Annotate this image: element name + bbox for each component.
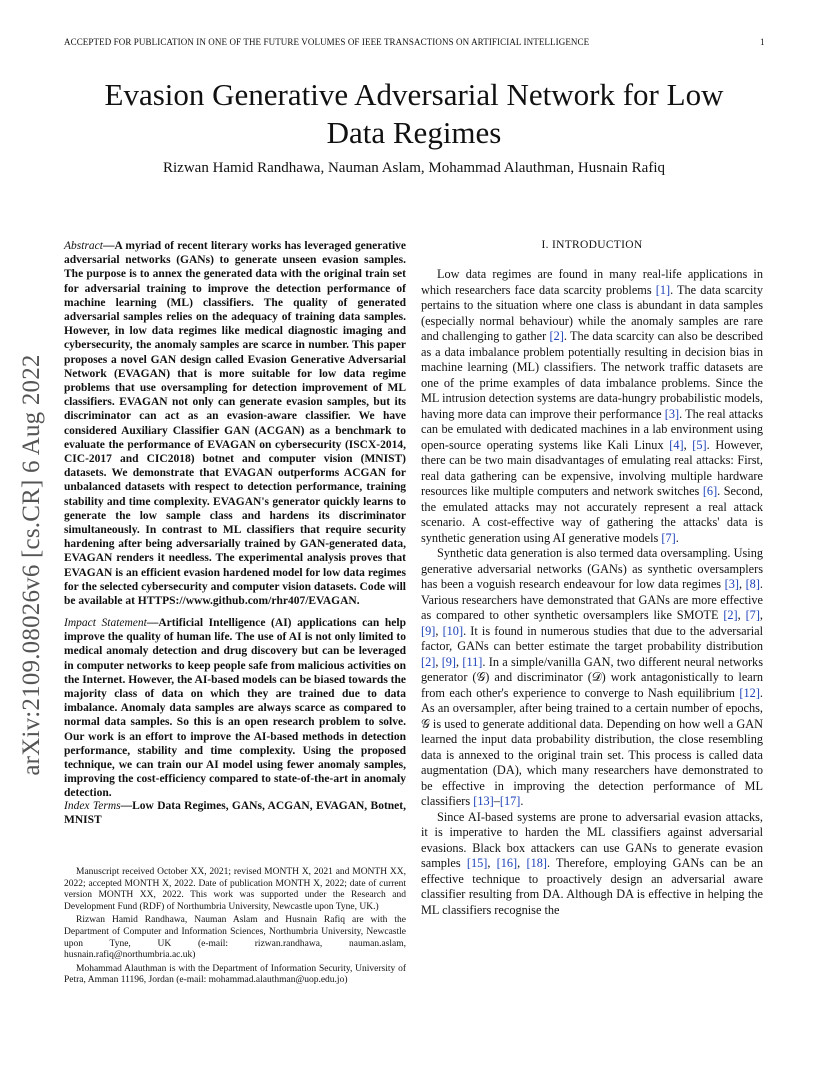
paragraph-text: . In a simple/vanilla GAN, two different neural networks generator (𝒢) and discriminator (𝒟) work antagonistically to learn from each other's experience to converge to Nash equilibrium (421, 654, 763, 700)
footnote-affiliation-1: Rizwan Hamid Randhawa, Nauman Aslam and Husnain Rafiq are with the Department of Computer and Information Sciences, Northumbria University, Newcastle upon Tyne, UK (e-mail: rizwan.randhawa, nauman.aslam, husnain.rafiq@northumbria.ac.uk) (64, 915, 406, 961)
abstract-text: —A myriad of recent literary works has leveraged generative adversarial networks (GANs) to generate unseen evasion samples. The purpose is to annex the generated data with the original train set for adversarial training to improve the detection performance of machine learning (ML) classifiers. The quality of generated adversarial samples relies on the adequacy of training data samples. However, in low data regimes like medical diagnostic imaging and cybersecurity, the anomaly samples are scarce in number. This paper proposes a novel GAN design called Evasion Generative Adversarial Network (EVAGAN) that is more suitable for low data regime problems that use oversampling for detection improvement of ML classifiers. EVAGAN not only can generate evasion samples, but its discriminator can act as an evasion-aware classifier. We have considered Auxiliary Classifier GAN (ACGAN) as a benchmark to evaluate the performance of EVAGAN on cybersecurity (ISCX-2014, CIC-2017 and CIC2018) botnet and computer vision (MNIST) datasets. We demonstrate that EVAGAN outperforms ACGAN for unbalanced datasets with respect to detection performance, training stability and time complexity. EVAGAN's generator quickly learns to generate the low sample class and hardens its discriminator simultaneously. In contrast to ML classifiers that require security hardening after being adversarially trained by GAN-generated data, EVAGAN renders it needless. The experimental analysis proves that EVAGAN is an efficient evasion hardened model for low data regimes for the selected cybersecurity and computer vision datasets. Code will be available at HTTPS://www.github.com/rhr407/EVAGAN. (64, 240, 406, 608)
paragraph-text: . It is found in numerous studies that due to the adversarial factor, GANs can better estimate the target probability distribution (421, 623, 763, 653)
author-list: Rizwan Hamid Randhawa, Nauman Aslam, Mohammad Alauthman, Husnain Rafiq (163, 160, 665, 176)
footnote-affiliation-2: Mohammad Alauthman is with the Department of Information Security, University of Petra, Amman 11196, Jordan (e-mail: mohammad.alauthman@uop.edu.jo) (64, 963, 406, 986)
paragraph-text: , (738, 577, 746, 591)
paragraph-text: , (435, 623, 443, 638)
citation-link[interactable]: [1] (655, 282, 671, 297)
citation-link[interactable]: [7] (745, 608, 760, 622)
citation-link[interactable]: [6] (702, 484, 718, 498)
citation-link[interactable]: [9] (421, 623, 436, 638)
citation-link[interactable]: [11] (462, 654, 483, 669)
citation-link[interactable]: [8] (745, 577, 760, 591)
paragraph-text: , (737, 608, 746, 622)
citation-link[interactable]: [18] (526, 856, 547, 870)
paragraph-text: Since AI-based systems are prone to adversarial evasion attacks, it is imperative to harden the ML classifiers against adversarial evasions. Black box attackers can use GANs to generate evasion samples (421, 809, 763, 870)
impact-lead: Impact Statement (64, 617, 147, 629)
paragraph-text: , (683, 437, 693, 452)
paragraph-text: , (456, 654, 463, 669)
arxiv-identifier-text: arXiv:2109.08026v6 [cs.CR] 6 Aug 2022 (18, 354, 45, 776)
running-head: ACCEPTED FOR PUBLICATION IN ONE OF THE FUTURE VOLUMES OF IEEE TRANSACTIONS ON ARTIFICIAL INTELLIGENCE (64, 37, 590, 47)
paragraph-text: . (675, 530, 679, 545)
paragraph-text: . Second, the emulated attacks may not accurately represent a real attack scenario. A cost-effective way of gathering the attacks' data is synthetic generation using AI generative models (421, 484, 763, 545)
intro-paragraph-1 (421, 267, 763, 546)
citation-link[interactable]: [7] (661, 530, 676, 545)
citation-link[interactable]: [5] (692, 437, 707, 452)
citation-link[interactable]: [10] (442, 623, 464, 638)
index-terms-lead: Index Terms (64, 800, 121, 812)
paragraph-text: Low data regimes are found in many real-life applications in which researchers face data scarcity problems (421, 267, 763, 297)
index-terms (64, 799, 406, 827)
abstract (64, 239, 406, 608)
citation-link[interactable]: [9] (441, 654, 457, 669)
section-heading-introduction: I. INTRODUCTION (541, 239, 643, 251)
paragraph-text: , (759, 608, 763, 622)
title-line-1: Evasion Generative Adversarial Network for Low (104, 77, 724, 112)
paragraph-text: . The data scarcity pertains to the situation where one class is abundant in data samples (especially normal behaviour) while the anomaly samples are rare and challenging to gather (421, 282, 763, 343)
citation-link[interactable]: [13] (473, 794, 494, 808)
citation-link[interactable]: [2] (421, 654, 436, 669)
paragraph-text: , (487, 856, 497, 870)
citation-link[interactable]: [4] (669, 437, 684, 452)
citation-link[interactable]: [3] (664, 406, 680, 421)
index-terms-text: —Low Data Regimes, GANs, ACGAN, EVAGAN, Botnet, MNIST (64, 800, 406, 827)
paragraph-text: , (435, 654, 442, 669)
citation-link[interactable]: [15] (466, 856, 488, 870)
arxiv-identifier[interactable] (4, 290, 60, 840)
citation-link[interactable]: [2] (723, 608, 738, 622)
impact-statement (64, 616, 406, 801)
abstract-lead: Abstract (64, 240, 103, 252)
paragraph-text: . Various researchers have demonstrated that GANs are more effective as compared to other synthetic oversamplers like SMOTE (421, 577, 763, 622)
paragraph-text: . The data scarcity can also be described as a data imbalance problem potentially resulting in decision bias in machine learning (ML) classifiers. The network traffic datasets are one of the prime examples of data imbalance problems. Since the ML intrusion detection systems are data-hungry probabilistic models, having more data can improve their performance (421, 329, 763, 421)
impact-text: —Artificial Intelligence (AI) applications can help improve the quality of human life. The use of AI is not only limited to medical anomaly detection and drug discovery but can be leveraged in computer networks to keep people safe from malicious activities on the Internet. However, the AI-based models can be biased towards the majority class of data on which they are trained due to data imbalance. Anomaly data samples are always scarce as compared to normal data samples. So this is an open research problem to solve. Our work is an effort to improve the AI-based methods in detection performance, stability and time complexity. Using the proposed technique, we can train our AI model using fewer anomaly samples, improving the cost-efficiency compared to state-of-the-art in anomaly detection. (64, 617, 407, 800)
paper-title (60, 76, 768, 152)
introduction-body (421, 267, 763, 918)
paragraph-text: . The real attacks can be emulated with dedicated machines in a lab environment using open-source operating systems like Kali Linux (421, 406, 763, 452)
title-line-2: Data Regimes (326, 115, 502, 150)
paragraph-text: . Therefore, employing GANs can be an effective technique to proactively design an adversarial aware classifier resulting from DA. Although DA is effective in helping the ML classifiers recognise the (421, 856, 764, 917)
footnote-manuscript: Manuscript received October XX, 2021; revised MONTH X, 2021 and MONTH XX, 2022; accepted MONTH X, 2022. Date of publication MONTH X, 2022; date of current version MONTH XX, 2022. This work was supported under the Research and Development Fund (RDF) of Northumbria University, Newcastle upon Tyne, UK.) (64, 867, 406, 912)
paragraph-text: . However, there can be two main disadvantages of emulating real attacks: First, real data gathering can be expensive, involving multiple hardware resources like multiple computers and network switches (421, 437, 763, 498)
footnotes (64, 867, 406, 989)
paragraph-text: Synthetic data generation is also termed data oversampling. Using generative adversarial networks (GANs) as synthetic oversamplers has been a voguish research endeavour for low data regimes (421, 546, 763, 591)
citation-link[interactable]: [3] (724, 577, 739, 591)
citation-link[interactable]: [16] (496, 856, 518, 870)
citation-link[interactable]: [17] (499, 794, 521, 808)
intro-paragraph-3 (421, 810, 763, 919)
paragraph-text: – (493, 794, 500, 808)
citation-link[interactable]: [2] (549, 329, 564, 343)
intro-paragraph-2 (421, 546, 763, 810)
page-number: 1 (760, 37, 765, 47)
paragraph-text: , (517, 856, 527, 870)
paragraph-text: . (520, 794, 524, 808)
paragraph-text: . As an oversampler, after being trained to a certain number of epochs, 𝒢 is used to generate additional data. Depending on how well a GAN learned the input data probability distribution, the close resembling data is annexed to the original train set. This process is called data augmentation (DA), which many researchers have demonstrated to be effective in improving the detection performance of ML classifiers (421, 685, 763, 808)
citation-link[interactable]: [12] (739, 685, 760, 700)
